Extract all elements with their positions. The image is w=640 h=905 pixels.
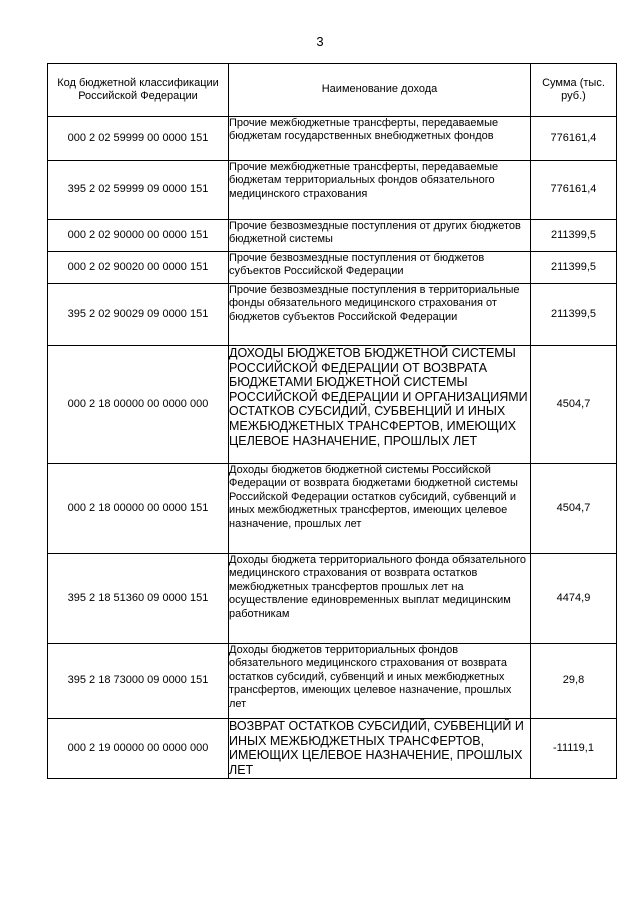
row-sum: 4474,9 xyxy=(531,554,617,644)
row-name: Прочие безвозмездные поступления от бюджетов субъектов Российской Федерации xyxy=(229,252,531,284)
row-name: Прочие безвозмездные поступления в территориальные фонды обязательного медицинского страхования от бюджетов субъектов Российской Федерации xyxy=(229,284,531,346)
row-code: 395 2 18 51360 09 0000 151 xyxy=(48,554,229,644)
row-sum: 29,8 xyxy=(531,644,617,719)
row-name: Доходы бюджета территориального фонда обязательного медицинского страхования от возврата остатков межбюджетных трансфертов прошлых лет на осуществление единовременных выплат медицинским работникам xyxy=(229,554,531,644)
row-sum: -11119,1 xyxy=(531,719,617,779)
row-code: 395 2 02 90029 09 0000 151 xyxy=(48,284,229,346)
table-row xyxy=(48,554,617,644)
table-row xyxy=(48,220,617,252)
row-name: Прочие межбюджетные трансферты, передаваемые бюджетам государственных внебюджетных фондов xyxy=(229,117,531,161)
row-name: Доходы бюджетов территориальных фондов обязательного медицинского страхования от возврата остатков субсидий, субвенций и иных межбюджетных трансфертов, имеющих целевое назначение, прошлых лет xyxy=(229,644,531,719)
row-sum: 4504,7 xyxy=(531,346,617,464)
row-name: ДОХОДЫ БЮДЖЕТОВ БЮДЖЕТНОЙ СИСТЕМЫ РОССИЙСКОЙ ФЕДЕРАЦИИ ОТ ВОЗВРАТА БЮДЖЕТАМИ БЮДЖЕТНОЙ СИСТЕМЫ РОССИЙСКОЙ ФЕДЕРАЦИИ И ОРГАНИЗАЦИЯМИ ОСТАТКОВ СУБСИДИЙ, СУБВЕНЦИЙ И ИНЫХ МЕЖБЮДЖЕТНЫХ ТРАНСФЕРТОВ, ИМЕЮЩИХ ЦЕЛЕВОЕ НАЗНАЧЕНИЕ, ПРОШЛЫХ ЛЕТ xyxy=(229,346,531,464)
income-table xyxy=(47,63,617,779)
row-name: ВОЗВРАТ ОСТАТКОВ СУБСИДИЙ, СУБВЕНЦИЙ И ИНЫХ МЕЖБЮДЖЕТНЫХ ТРАНСФЕРТОВ, ИМЕЮЩИХ ЦЕЛЕВОЕ НАЗНАЧЕНИЕ, ПРОШЛЫХ ЛЕТ xyxy=(229,719,531,779)
row-sum: 211399,5 xyxy=(531,220,617,252)
header-code: Код бюджетной классификации Российской Федерации xyxy=(48,64,229,117)
row-sum: 211399,5 xyxy=(531,252,617,284)
row-name: Прочие безвозмездные поступления от других бюджетов бюджетной системы xyxy=(229,220,531,252)
row-code: 000 2 02 59999 00 0000 151 xyxy=(48,117,229,161)
row-name: Доходы бюджетов бюджетной системы Российской Федерации от возврата бюджетами бюджетной системы Российской Федерации остатков субсидий, субвенций и иных межбюджетных трансфертов, имеющих целевое назначение, прошлых лет xyxy=(229,464,531,554)
page-number: 3 xyxy=(316,34,324,49)
header-sum: Сумма (тыс. руб.) xyxy=(531,64,617,117)
row-code: 395 2 18 73000 09 0000 151 xyxy=(48,644,229,719)
row-code: 000 2 18 00000 00 0000 151 xyxy=(48,464,229,554)
row-code: 000 2 02 90020 00 0000 151 xyxy=(48,252,229,284)
row-name: Прочие межбюджетные трансферты, передаваемые бюджетам территориальных фондов обязательного медицинского страхования xyxy=(229,161,531,220)
table-row xyxy=(48,161,617,220)
row-sum: 776161,4 xyxy=(531,161,617,220)
row-code: 000 2 19 00000 00 0000 000 xyxy=(48,719,229,779)
table-row xyxy=(48,464,617,554)
header-row xyxy=(48,64,617,117)
row-sum: 211399,5 xyxy=(531,284,617,346)
row-code: 000 2 18 00000 00 0000 000 xyxy=(48,346,229,464)
table-row xyxy=(48,117,617,161)
row-sum: 4504,7 xyxy=(531,464,617,554)
table-row xyxy=(48,284,617,346)
table-row xyxy=(48,644,617,719)
table-row xyxy=(48,252,617,284)
table-row xyxy=(48,346,617,464)
table-row xyxy=(48,719,617,779)
row-code: 395 2 02 59999 09 0000 151 xyxy=(48,161,229,220)
row-sum: 776161,4 xyxy=(531,117,617,161)
row-code: 000 2 02 90000 00 0000 151 xyxy=(48,220,229,252)
header-name: Наименование дохода xyxy=(229,64,531,117)
